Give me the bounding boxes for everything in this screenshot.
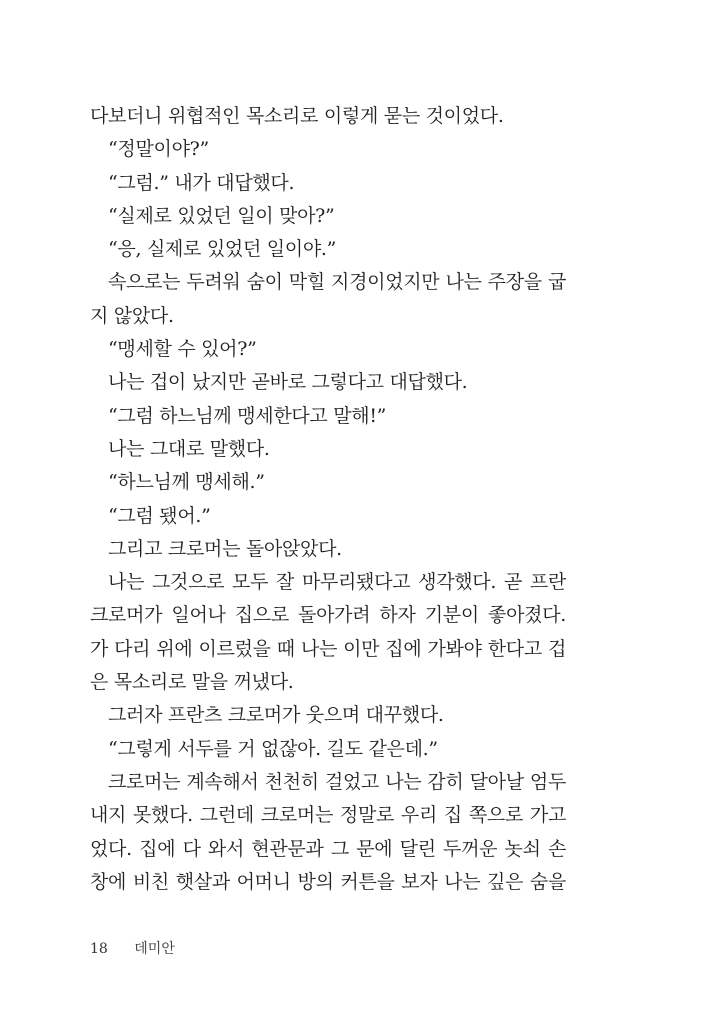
text-line: 속으로는 두려워 숨이 막힐 지경이었지만 나는 주장을 굽 xyxy=(108,271,566,294)
text-line: 창에 비친 햇살과 어머니 방의 커튼을 보자 나는 깊은 숨을 xyxy=(90,870,566,893)
text-line: “정말이야?” xyxy=(108,138,209,161)
text-line: “그럼 하느님께 맹세한다고 말해!” xyxy=(108,404,387,427)
running-title: 데미안 xyxy=(134,941,175,957)
text-line: 었다. 집에 다 와서 현관문과 그 문에 달린 두꺼운 놋쇠 손 xyxy=(90,837,566,860)
text-line: 가 다리 위에 이르렀을 때 나는 이만 집에 가봐야 한다고 겁 xyxy=(90,637,566,660)
text-line: “그럼 됐어.” xyxy=(108,504,211,527)
text-line: 지 않았다. xyxy=(90,304,174,327)
body-text xyxy=(90,100,566,899)
text-line: 그리고 크로머는 돌아앉았다. xyxy=(108,537,342,560)
text-line: 크로머는 계속해서 천천히 걸었고 나는 감히 달아날 엄두 xyxy=(108,770,566,793)
text-line: 그러자 프란츠 크로머가 웃으며 대꾸했다. xyxy=(108,704,444,727)
text-line: 내지 못했다. 그런데 크로머는 정말로 우리 집 쪽으로 가고 xyxy=(90,804,566,827)
text-line: 나는 그대로 말했다. xyxy=(108,437,270,460)
text-line: “하느님께 맹세해.” xyxy=(108,471,265,494)
text-line: 은 목소리로 말을 꺼냈다. xyxy=(90,671,294,694)
text-line: “맹세할 수 있어?” xyxy=(108,338,257,361)
page-footer xyxy=(90,938,197,958)
text-line: “그럼.” 내가 대답했다. xyxy=(108,171,295,194)
page-number: 18 xyxy=(90,941,108,957)
text-line: 나는 겁이 났지만 곧바로 그렇다고 대답했다. xyxy=(108,371,468,394)
text-line: 나는 그것으로 모두 잘 마무리됐다고 생각했다. 곧 프란 xyxy=(108,571,566,594)
text-line: “그렇게 서두를 거 없잖아. 길도 같은데.” xyxy=(108,737,438,760)
text-line: 다보더니 위협적인 목소리로 이렇게 묻는 것이었다. xyxy=(90,105,504,127)
text-line: “응, 실제로 있었던 일이야.” xyxy=(108,238,337,261)
text-line: 크로머가 일어나 집으로 돌아가려 하자 기분이 좋아졌다. xyxy=(90,604,566,627)
text-line: “실제로 있었던 일이 맞아?” xyxy=(108,204,335,227)
